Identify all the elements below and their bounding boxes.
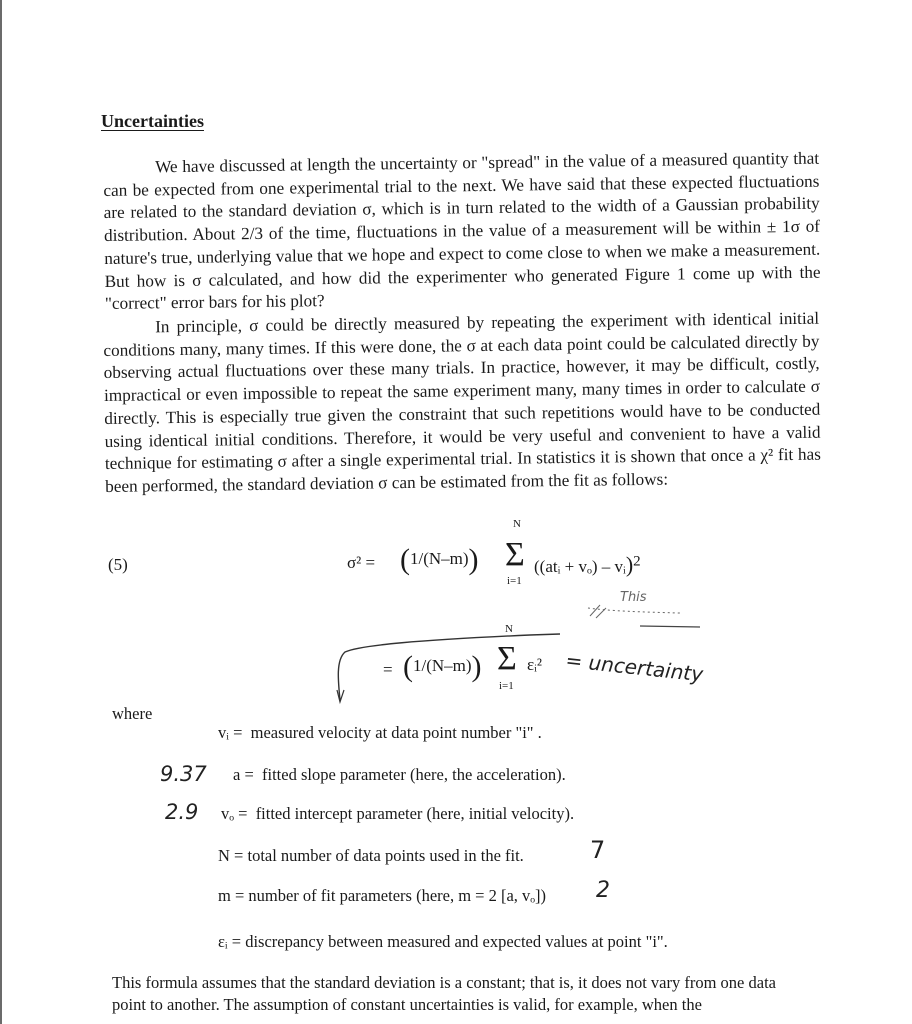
- equation-summand: ((atᵢ + vₒ) – vᵢ)$^2$: [534, 552, 641, 577]
- handwritten-a-value: 9.37: [160, 762, 207, 786]
- sum2-lower-limit: i=1: [499, 680, 514, 692]
- equation-summand-text: ((atᵢ + vₒ) – vᵢ: [534, 557, 626, 576]
- sum-sign: Σ: [505, 536, 525, 573]
- definition-symbol: vᵢ =: [218, 723, 243, 742]
- handwritten-n-value: 7: [590, 836, 606, 864]
- paragraph-1-text: We have discussed at length the uncertainty or "spread" in the value of a measured quantity that can be expected from one experimental trial to the next. We have said that these expected fluctuations are related to the standard deviation σ, which is in turn related to the width of a Gaussian probability distribution. About 2/3 of the time, fluctuations in the value of a measurement will be within ± 1σ of nature's true, underlying value that we hope and expect to come close to when we make a measurement. But how is σ calculated, and how did the experimenter who generated Figure 1 come up with the "correct" error bars for his plot?: [103, 148, 821, 314]
- definition-a: [233, 765, 566, 785]
- footer-paragraph: This formula assumes that the standard deviation is a constant; that is, it does not vary from one data point to another. The assumption of constant uncertainties is valid, for example, when the: [112, 973, 776, 1014]
- definition-n: [218, 846, 524, 866]
- definition-symbol: a =: [233, 765, 254, 784]
- handwritten-this: This: [620, 590, 647, 605]
- definition-text: number of fit parameters (here, m = 2 [a, vₒ]): [248, 886, 547, 905]
- definition-v0: [221, 804, 574, 824]
- section-heading: Uncertainties: [101, 111, 204, 131]
- sum-upper-limit: N: [513, 518, 521, 530]
- sum-lower-limit: i=1: [507, 575, 522, 587]
- definition-epsilon: [218, 932, 668, 952]
- definition-m: [218, 886, 546, 906]
- definition-v: [218, 723, 542, 743]
- definition-text: fitted slope parameter (here, the acceleration).: [262, 765, 566, 784]
- equation-line2-equals: =: [383, 660, 393, 679]
- definition-text: total number of data points used in the fit.: [247, 846, 524, 865]
- definition-symbol: N =: [218, 846, 244, 865]
- equation-number: (5): [108, 555, 128, 574]
- definition-text: measured velocity at data point number "i" .: [250, 723, 542, 742]
- handwritten-v0-value: 2.9: [165, 800, 199, 824]
- definition-text: discrepancy between measured and expected values at point "i".: [245, 932, 668, 951]
- where-label: where: [112, 704, 153, 723]
- equation-power: 2: [633, 553, 641, 570]
- paragraph-2-text: In principle, σ could be directly measured by repeating the experiment with identical initial conditions many, many times. If this were done, the σ at each data point could be calculated directly by observing actual fluctuations over these many trials. In practice, however, it may be difficult, costly, impractical or even impossible to repeat the same experiment many, many times in order to calculate σ directly. This is especially true given the constraint that such repetitions would have to be conducted using identical initial conditions. Therefore, it would be very useful and convenient to have a valid technique for estimating σ after a single experimental trial. In statistics it is shown that once a χ² fit has been performed, the standard deviation σ can be estimated from the fit as follows:: [103, 308, 821, 496]
- sum2-upper-limit: N: [505, 623, 513, 635]
- sum2-sign: Σ: [497, 640, 517, 677]
- handwritten-uncertainty: = uncertainty: [564, 648, 705, 687]
- equation-lhs: σ² =: [347, 553, 376, 572]
- definition-symbol: εᵢ =: [218, 932, 242, 951]
- equation-line2-summand: εᵢ²: [527, 655, 543, 674]
- equation-factor: (1/(N–m)): [400, 543, 479, 576]
- equation-line2-factor: (1/(N–m)): [403, 650, 482, 683]
- definition-text: fitted intercept parameter (here, initial velocity).: [255, 804, 575, 823]
- definition-symbol: vₒ =: [221, 804, 248, 823]
- definition-symbol: m =: [218, 886, 245, 905]
- handwritten-m-value: 2: [596, 878, 610, 903]
- equation-factor-text: 1/(N–m): [410, 549, 469, 568]
- equation-line2-factor-text: 1/(N–m): [413, 656, 472, 675]
